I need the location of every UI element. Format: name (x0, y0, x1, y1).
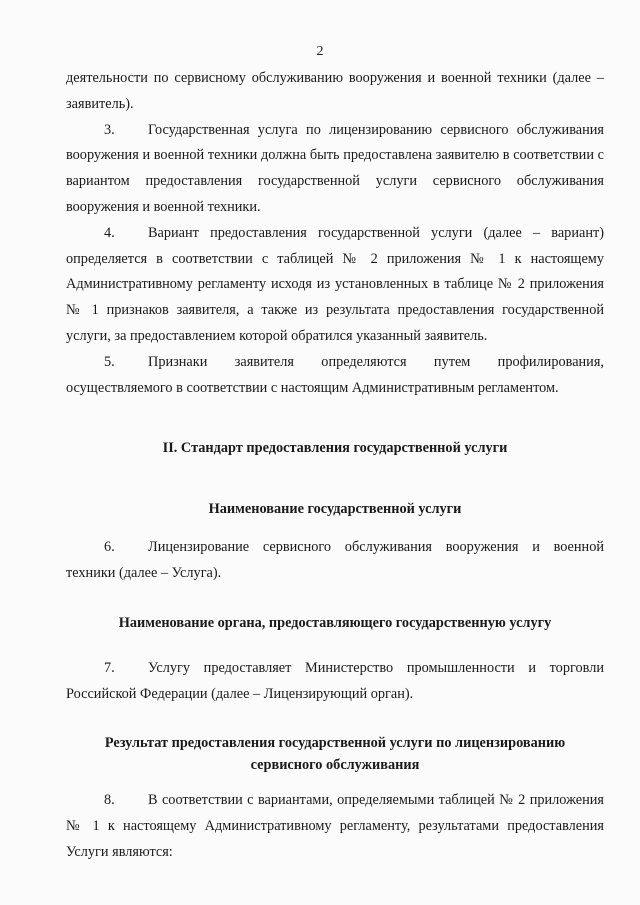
paragraph-7-text: Услугу предоставляет Министерство промышленности и торговли Российской Федерации (далее – Лицензирующий орган). (66, 660, 604, 703)
heading-authority: Наименование органа, предоставляющего государственную услугу (118, 614, 552, 631)
paragraph-6 (66, 535, 604, 587)
paragraph-4-text: Вариант предоставления государственной услуги (далее – вариант) определяется в соответствии с таблицей № 2 приложения № 1 к настоящему Административному регламенту исходя из установленных в таблице № 2 приложения № 1 признаков заявителя, а также из результата предоставления государственной услуги, за предоставлением которой обратился указанный заявитель. (66, 224, 604, 344)
paragraph-4 (66, 221, 604, 350)
paragraph-3 (66, 118, 604, 221)
paragraph-6-text: Лицензирование сервисного обслуживания вооружения и военной техники (далее – Услуга). (66, 538, 604, 581)
paragraph-4-number: 4. (104, 224, 115, 241)
document-body (66, 66, 604, 865)
paragraph-5 (66, 350, 604, 402)
paragraph-8 (66, 788, 604, 865)
paragraph-5-number: 5. (104, 353, 115, 370)
heading-service-name: Наименование государственной услуги (208, 501, 462, 518)
paragraph-6-number: 6. (104, 538, 115, 555)
section-title: II. Стандарт предоставления государственной услуги (162, 440, 508, 457)
page-number: 2 (316, 44, 324, 59)
heading-result-line2: сервисного обслуживания (250, 756, 420, 773)
heading-result-line1: Результат предоставления государственной услуги по лицензированию (104, 734, 566, 751)
paragraph-3-text: Государственная услуга по лицензированию сервисного обслуживания вооружения и военной техники должна быть предоставлена заявителю в соответствии с вариантом предоставления государственной услуги сервисного обслуживания вооружения и военной техники. (66, 121, 604, 215)
paragraph-5-text: Признаки заявителя определяются путем профилирования, осуществляемого в соответствии с настоящим Административным регламентом. (66, 353, 604, 396)
paragraph-8-text: В соответствии с вариантами, определяемыми таблицей № 2 приложения № 1 к настоящему Административному регламенту, результатами предоставления Услуги являются: (66, 791, 604, 860)
paragraph-7-number: 7. (104, 660, 115, 677)
paragraph-3-number: 3. (104, 121, 115, 138)
paragraph-8-number: 8. (104, 791, 115, 808)
paragraph-7 (66, 656, 604, 708)
paragraph-intro: деятельности по сервисному обслуживанию вооружения и военной техники (далее – заявитель). (66, 70, 604, 112)
